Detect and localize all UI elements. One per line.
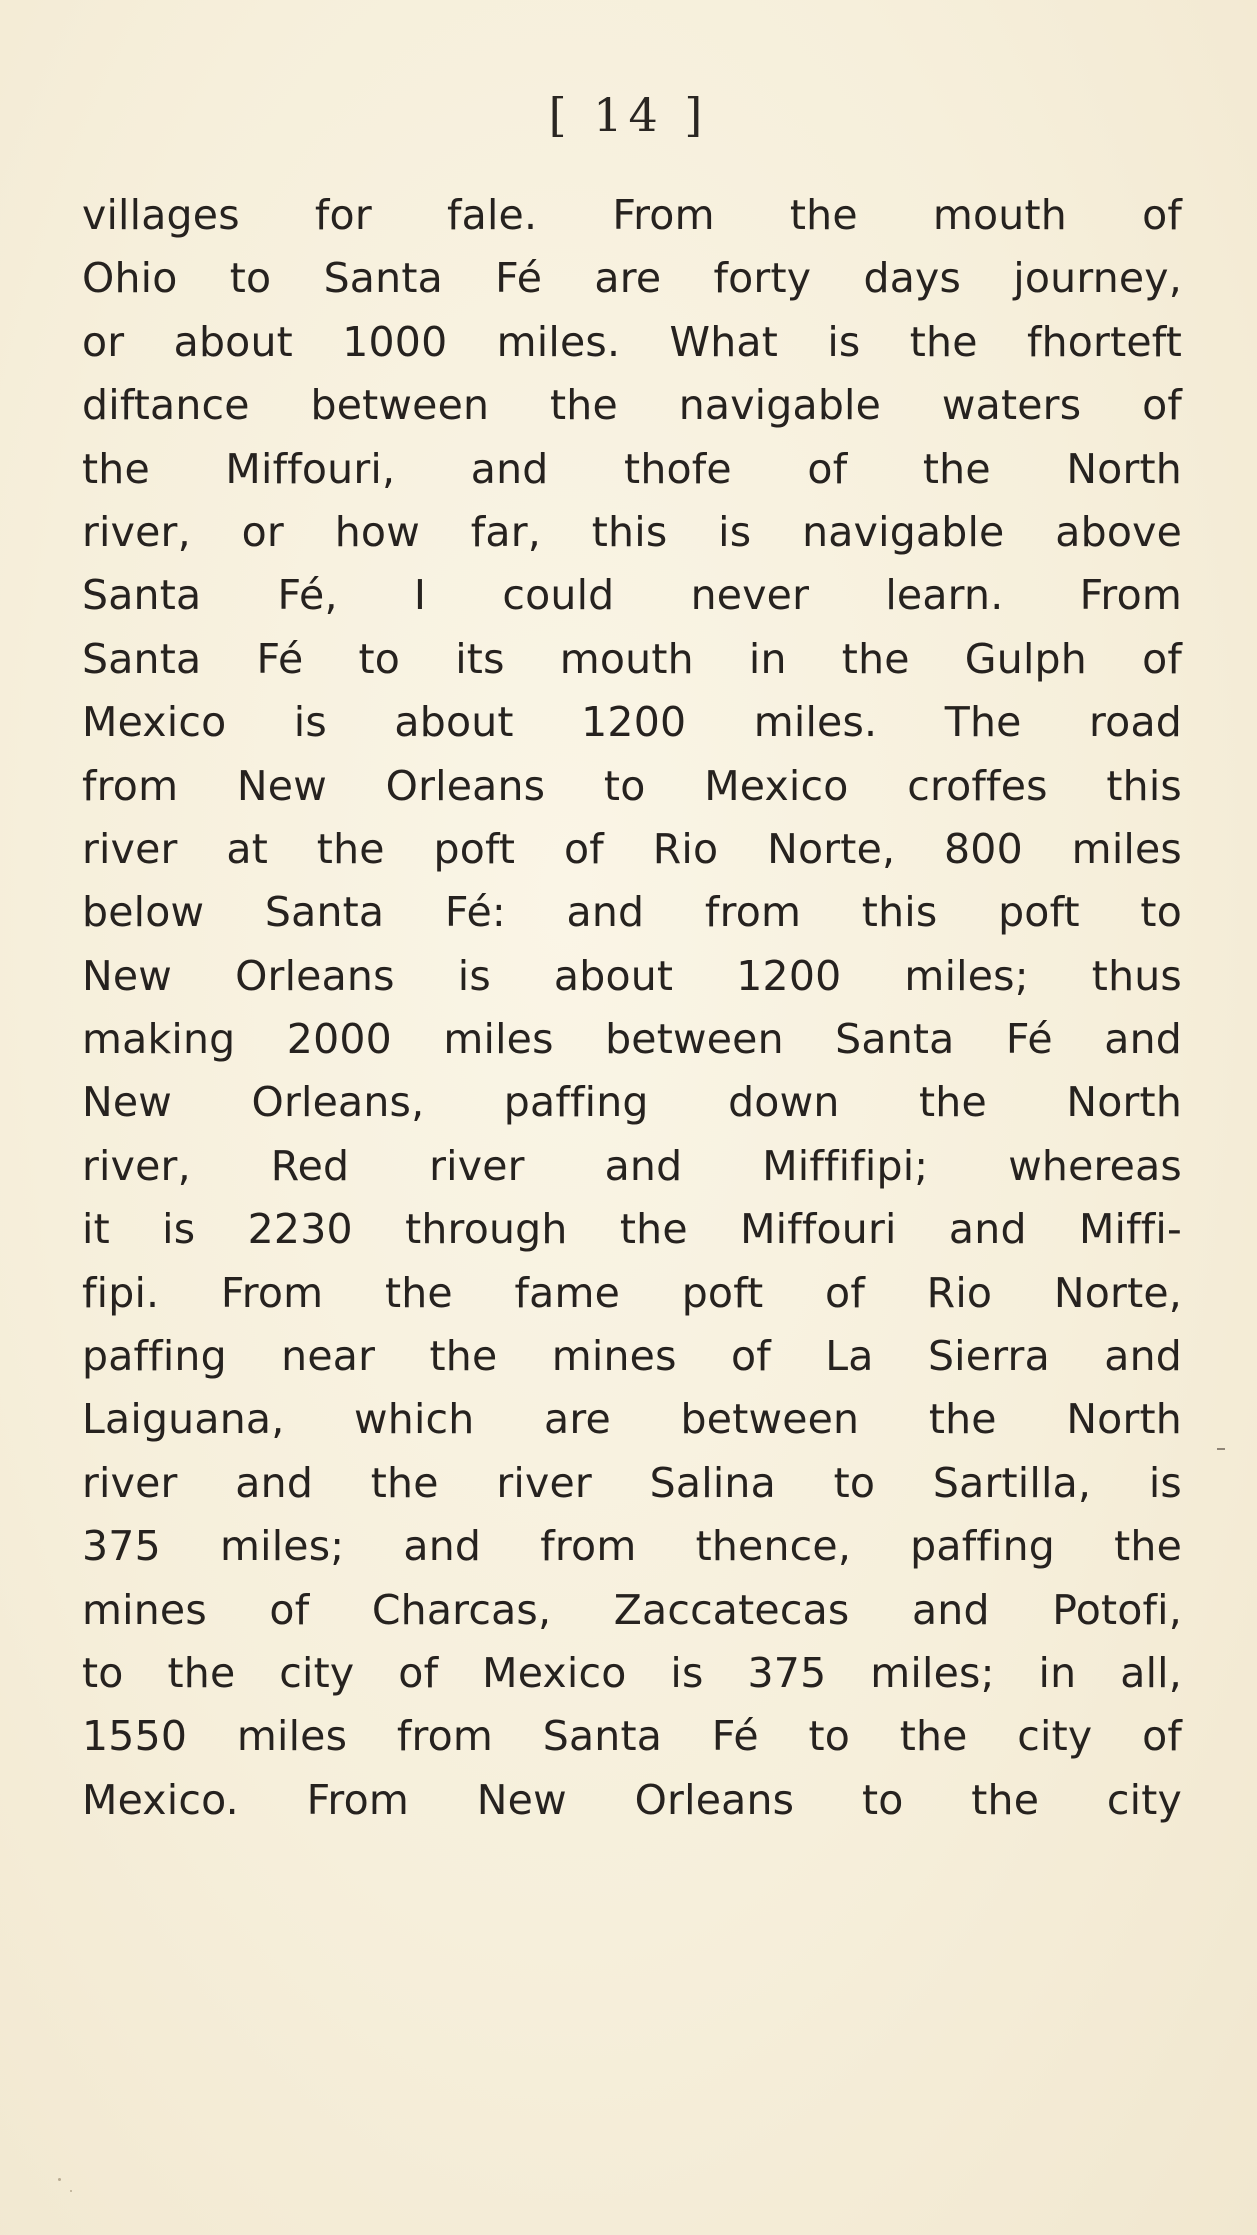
text-line: river at the poft of Rio Norte, 800 miles [82, 824, 1182, 873]
text-line: 1550 miles from Santa Fé to the city of [82, 1712, 1182, 1761]
text-line: 375 miles; and from thence, paffing the [82, 1522, 1182, 1571]
text-line: to the city of Mexico is 375 miles; in all, [82, 1648, 1182, 1697]
paper-speck [70, 2190, 72, 2192]
text-line: fipi. From the fame poft of Rio Norte, [82, 1268, 1182, 1317]
text-line: river and the river Salina to Sartilla, is [82, 1458, 1182, 1507]
text-line: from New Orleans to Mexico croffes this [82, 761, 1182, 810]
text-line: river, or how far, this is navigable above [82, 507, 1182, 556]
text-line: New Orleans, paffing down the North [82, 1078, 1182, 1127]
text-line: Ohio to Santa Fé are forty days journey, [82, 254, 1182, 303]
text-line: diftance between the navigable waters of [82, 381, 1182, 430]
text-line: mines of Charcas, Zaccatecas and Potofi, [82, 1585, 1182, 1634]
body-text [82, 184, 1182, 1832]
margin-mark [1217, 1448, 1225, 1450]
text-line: below Santa Fé: and from this poft to [82, 888, 1182, 937]
text-line: Mexico is about 1200 miles. The road [82, 698, 1182, 747]
text-line: paffing near the mines of La Sierra and [82, 1332, 1182, 1381]
text-line: villages for fale. From the mouth of [82, 191, 1182, 239]
text-line: or about 1000 miles. What is the fhorteft [82, 317, 1182, 366]
paper-speck [58, 2178, 61, 2181]
text-line: New Orleans is about 1200 miles; thus [82, 951, 1182, 1000]
text-line: Mexico. From New Orleans to the city [82, 1775, 1182, 1824]
text-line: the Miffouri, and thofe of the North [82, 444, 1182, 493]
text-line: Laiguana, which are between the North [82, 1395, 1182, 1444]
text-line: Santa Fé, I could never learn. From [82, 571, 1182, 620]
text-line: making 2000 miles between Santa Fé and [82, 1015, 1182, 1064]
text-line: it is 2230 through the Miffouri and Miffi- [82, 1205, 1182, 1254]
text-line: river, Red river and Miffifipi; whereas [82, 1141, 1182, 1190]
text-line: Santa Fé to its mouth in the Gulph of [82, 634, 1182, 683]
page-number: [ 14 ] [548, 88, 709, 142]
